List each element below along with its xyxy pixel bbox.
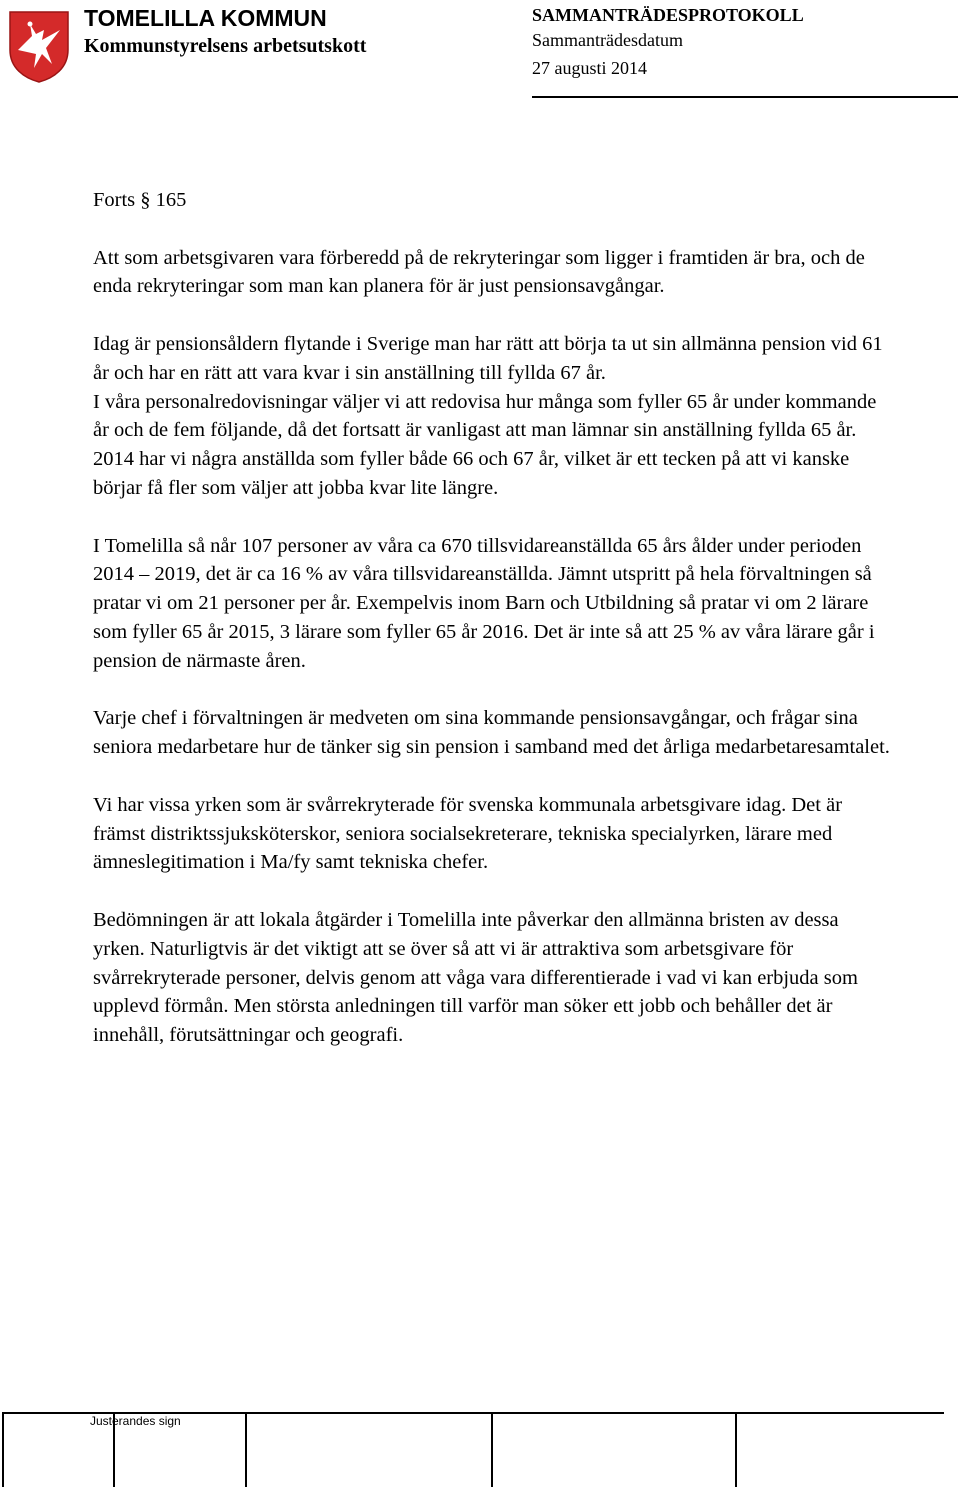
paragraph: 2014 har vi några anställda som fyller både 66 och 67 år, vilket är ett tecken på att vi kanske börjar få fler som väljer att jobba kvar lite längre. — [93, 448, 850, 499]
header-divider — [532, 96, 958, 98]
organization-name: TOMELILLA KOMMUN — [84, 5, 327, 31]
coat-of-arms-crane-icon — [8, 10, 70, 84]
paragraph: Att som arbetsgivaren vara förberedd på de rekryteringar som ligger i framtiden är bra, och de enda rekryteringar som man kan planera för är just pensionsavgångar. — [93, 246, 865, 298]
municipality-logo — [8, 10, 70, 84]
paragraph: Idag är pensionsåldern flytande i Sverige man har rätt att börja ta ut sin allmänna pension vid 61 år och har en rätt att vara kvar i sin anställning till fyllda 67 år. — [93, 332, 883, 384]
paragraph: Vi har vissa yrken som är svårrekryterade för svenska kommunala arbetsgivare idag. Det är främst distriktssjuksköterskor, seniora socialsekreterare, tekniska specialyrken, lärare med ämneslegitimation i Ma/fy samt tekniska chefer. — [93, 793, 843, 874]
paragraph: Varje chef i förvaltningen är medveten om sina kommande pensionsavgångar, och frågar sina seniora medarbetare hur de tänker sig sin pension i samband med det årliga medarbetaresamtalet. — [93, 707, 890, 759]
signature-cell-divider — [245, 1414, 247, 1487]
section-heading: Forts § 165 — [93, 189, 187, 211]
meeting-date: 27 augusti 2014 — [532, 58, 647, 78]
signature-label: Justerandes sign — [90, 1414, 181, 1428]
signature-cell-divider — [735, 1414, 737, 1487]
paragraph: I våra personalredovisningar väljer vi att redovisa hur många som fyller 65 år under kommande år och de fem följande, då det fortsatt är vanligast att man lämnar sin anställning fyllda 65 år. — [93, 390, 877, 442]
paragraph: Bedömningen är att lokala åtgärder i Tomelilla inte påverkar den allmänna bristen av dessa yrken. Naturligtvis är det viktigt att se över så att vi är attraktiva som arbetsgivare för svårrekryterade personer, delvis genom att våga vara differentierade i vad vi kan erbjuda som upplevd förmån. Men största anledningen till varför man söker ett jobb och behåller det är innehåll, förutsättningar och geografi. — [93, 908, 858, 1047]
paragraph: I Tomelilla så når 107 personer av våra ca 670 tillsvidareanställda 65 års ålder under perioden 2014 – 2019, det är ca 16 % av våra tillsvidareanställda. Jämnt utspritt på hela förvaltningen så pratar vi om 21 personer per år. Exempelvis inom Barn och Utbildning så pratar vi om 2 lärare som fyller 65 år 2015, 3 lärare som fyller 65 år 2016. Det är inte så att 25 % av våra lärare går i pension de närmaste åren. — [93, 534, 875, 672]
document-type: SAMMANTRÄDESPROTOKOLL — [532, 5, 804, 25]
header-right — [532, 4, 804, 82]
signature-cell-divider — [491, 1414, 493, 1487]
header-left — [84, 4, 366, 60]
date-label: Sammanträdesdatum — [532, 30, 683, 50]
committee-name: Kommunstyrelsens arbetsutskott — [84, 35, 367, 57]
document-body — [93, 186, 893, 1050]
